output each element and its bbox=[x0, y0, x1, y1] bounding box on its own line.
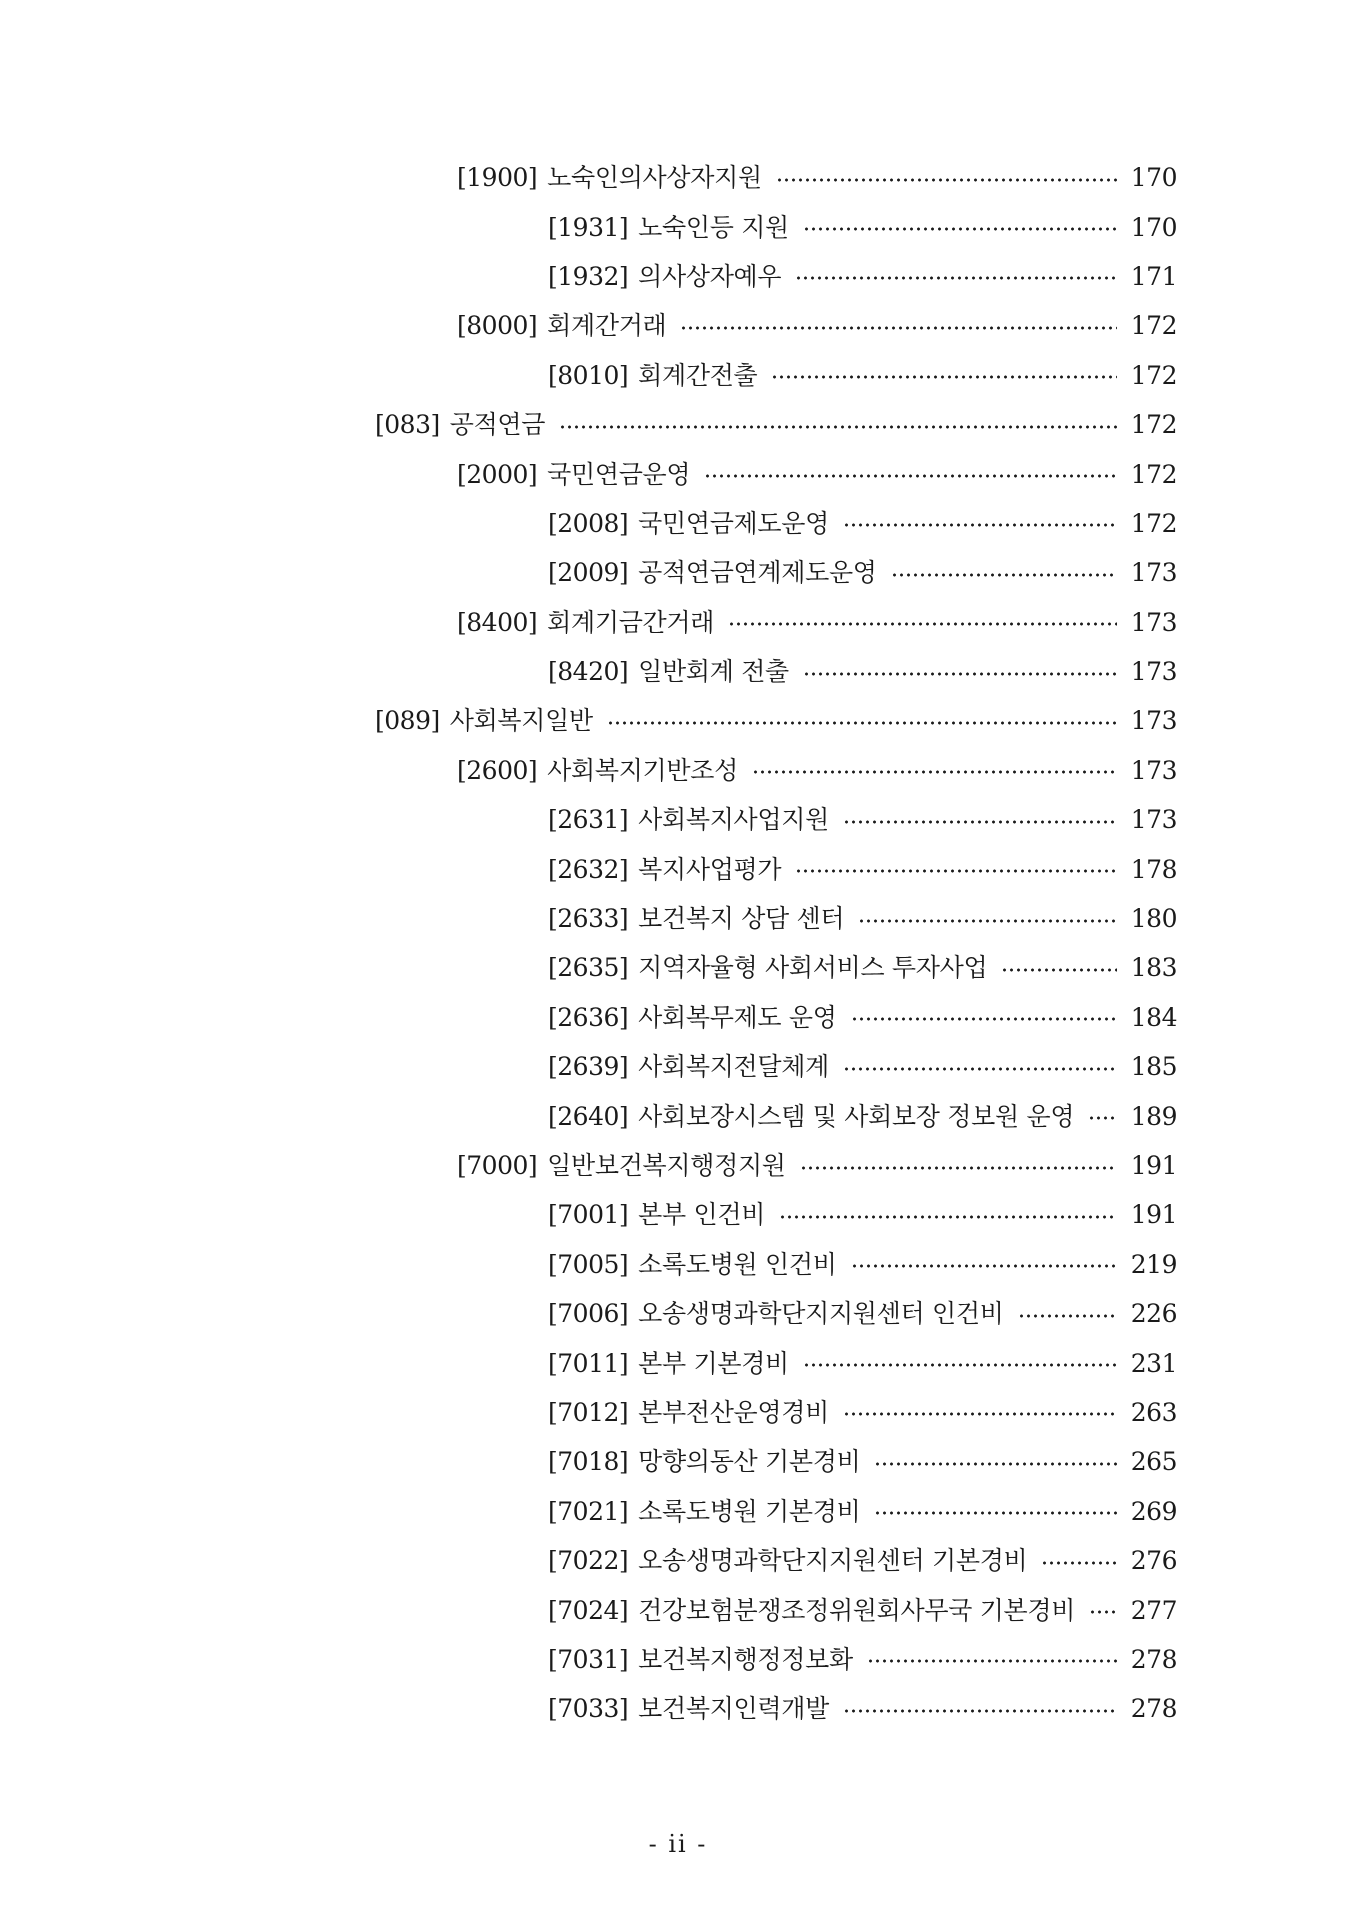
dot-leader bbox=[680, 326, 1117, 330]
toc-entry-title: 건강보험분쟁조정위원회사무국 기본경비 bbox=[638, 1595, 1076, 1625]
toc-entry-page: 173 bbox=[1130, 558, 1177, 588]
toc-entry-code: [2636] bbox=[548, 1002, 629, 1032]
toc-entry-code: [089] bbox=[375, 706, 440, 736]
toc-entry-page: 263 bbox=[1130, 1397, 1177, 1427]
toc-entry-text bbox=[548, 558, 877, 588]
toc-entry-text bbox=[548, 1644, 853, 1674]
toc-entry-text bbox=[548, 1200, 766, 1230]
dot-leader bbox=[851, 1017, 1117, 1021]
toc-entry-code: [8400] bbox=[457, 607, 538, 637]
toc-entry-page: 173 bbox=[1130, 805, 1177, 835]
dot-leader bbox=[843, 1412, 1117, 1416]
dot-leader bbox=[867, 1659, 1117, 1663]
toc-entry-title: 보건복지 상담 센터 bbox=[638, 904, 845, 934]
toc-entry[interactable] bbox=[0, 1190, 1356, 1239]
toc-entry-title: 공적연금 bbox=[449, 410, 546, 440]
toc-entry-title: 망향의동산 기본경비 bbox=[638, 1447, 861, 1477]
toc-entry-text bbox=[457, 607, 715, 637]
toc-entry-text bbox=[548, 360, 758, 390]
toc-entry-page: 226 bbox=[1130, 1299, 1177, 1329]
toc-entry-title: 국민연금운영 bbox=[547, 459, 691, 489]
toc-entry-code: [7000] bbox=[457, 1151, 538, 1180]
toc-entry-code: [7005] bbox=[548, 1249, 629, 1279]
toc-entry-code: [7031] bbox=[548, 1644, 629, 1674]
toc-entry-code: [2631] bbox=[548, 805, 629, 835]
toc-entry[interactable] bbox=[0, 696, 1356, 745]
page-number: - ii - bbox=[648, 1830, 708, 1858]
toc-entry-title: 사회복지사업지원 bbox=[638, 805, 829, 835]
toc-entry-text bbox=[548, 1052, 829, 1082]
toc-entry[interactable] bbox=[0, 1388, 1356, 1437]
dot-leader bbox=[800, 1166, 1117, 1170]
toc-entry-code: [2632] bbox=[548, 854, 629, 884]
toc-entry-code: [7006] bbox=[548, 1299, 629, 1329]
toc-entry-title: 본부 인건비 bbox=[638, 1200, 766, 1230]
toc-entry-title: 본부 기본경비 bbox=[638, 1348, 789, 1378]
toc-entry-title: 사회복무제도 운영 bbox=[638, 1002, 837, 1032]
toc-entry[interactable] bbox=[0, 449, 1356, 498]
toc-entry-code: [8420] bbox=[548, 657, 629, 687]
dot-leader bbox=[803, 227, 1117, 231]
dot-leader bbox=[771, 375, 1117, 379]
toc-entry-title: 일반보건복지행정지원 bbox=[547, 1151, 786, 1180]
toc-entry-page: 276 bbox=[1130, 1546, 1177, 1576]
toc-entry-code: [7001] bbox=[548, 1200, 629, 1230]
toc-entry[interactable] bbox=[0, 943, 1356, 992]
toc-entry-text bbox=[548, 508, 829, 538]
toc-entry[interactable] bbox=[0, 1684, 1356, 1733]
toc-entry[interactable] bbox=[0, 1141, 1356, 1190]
toc-entry-code: [2633] bbox=[548, 904, 629, 934]
toc-entry-text bbox=[457, 459, 691, 489]
dot-leader bbox=[607, 721, 1117, 725]
toc-entry-title: 사회복지기반조성 bbox=[547, 755, 738, 785]
toc-entry-title: 국민연금제도운영 bbox=[638, 508, 829, 538]
toc-entry-text bbox=[548, 1447, 861, 1477]
toc-entry-text bbox=[548, 1348, 789, 1378]
toc-entry-title: 지역자율형 사회서비스 투자사업 bbox=[638, 953, 988, 983]
toc-entry[interactable] bbox=[0, 1240, 1356, 1289]
toc-entry-text bbox=[548, 1546, 1028, 1576]
toc-entry-text bbox=[548, 1002, 837, 1032]
toc-entry[interactable] bbox=[0, 1289, 1356, 1338]
toc-entry-title: 노숙인등 지원 bbox=[638, 212, 789, 242]
dot-leader bbox=[843, 820, 1117, 824]
toc-entry-title: 회계기금간거래 bbox=[547, 607, 715, 637]
dot-leader bbox=[803, 672, 1117, 676]
toc-entry-title: 복지사업평가 bbox=[638, 854, 782, 884]
toc-entry-page: 173 bbox=[1130, 706, 1177, 736]
toc-entry-code: [2000] bbox=[457, 459, 538, 489]
toc-entry-text bbox=[548, 1101, 1075, 1131]
toc-entry-code: [2639] bbox=[548, 1052, 629, 1082]
toc-entry-title: 오송생명과학단지지원센터 인건비 bbox=[638, 1299, 1004, 1329]
toc-entry-code: [2009] bbox=[548, 558, 629, 588]
toc-entry-text bbox=[375, 706, 593, 736]
toc-entry-page: 183 bbox=[1130, 953, 1177, 983]
toc-entry-text bbox=[548, 212, 789, 242]
dot-leader bbox=[1041, 1561, 1117, 1565]
toc-entry-text bbox=[457, 311, 667, 341]
toc-entry[interactable] bbox=[0, 894, 1356, 943]
toc-entry-page: 191 bbox=[1130, 1151, 1177, 1180]
toc-entry-text bbox=[548, 953, 988, 983]
dot-leader bbox=[843, 523, 1117, 527]
toc-entry-title: 공적연금연계제도운영 bbox=[638, 558, 877, 588]
toc-entry-text bbox=[548, 261, 782, 291]
toc-entry[interactable] bbox=[0, 252, 1356, 301]
toc-entry-code: [1900] bbox=[457, 163, 538, 193]
dot-leader bbox=[1088, 1116, 1117, 1120]
toc-entry-page: 180 bbox=[1130, 904, 1177, 934]
toc-entry-text bbox=[457, 1153, 786, 1178]
toc-entry-title: 보건복지행정정보화 bbox=[638, 1644, 853, 1674]
toc-entry[interactable] bbox=[0, 598, 1356, 647]
toc-entry[interactable] bbox=[0, 301, 1356, 350]
toc-entry-page: 231 bbox=[1130, 1348, 1177, 1378]
toc-entry-text bbox=[375, 410, 546, 440]
dot-leader bbox=[795, 869, 1117, 873]
table-of-contents bbox=[0, 153, 1356, 1734]
toc-entry[interactable] bbox=[0, 499, 1356, 548]
toc-entry-code: [7021] bbox=[548, 1496, 629, 1526]
dot-leader bbox=[858, 919, 1117, 923]
toc-entry-text bbox=[548, 1397, 829, 1427]
toc-entry-page: 265 bbox=[1130, 1447, 1177, 1477]
dot-leader bbox=[803, 1363, 1117, 1367]
toc-entry-title: 의사상자예우 bbox=[638, 261, 782, 291]
toc-entry-page: 277 bbox=[1130, 1595, 1177, 1625]
toc-entry[interactable] bbox=[0, 548, 1356, 597]
toc-entry-text bbox=[457, 163, 762, 193]
toc-entry-page: 278 bbox=[1130, 1644, 1177, 1674]
toc-entry-text bbox=[548, 805, 829, 835]
dot-leader bbox=[779, 1215, 1117, 1219]
toc-entry-page: 189 bbox=[1130, 1101, 1177, 1131]
toc-entry-code: [2600] bbox=[457, 755, 538, 785]
toc-entry-page: 178 bbox=[1130, 854, 1177, 884]
toc-entry[interactable] bbox=[0, 795, 1356, 844]
toc-entry[interactable] bbox=[0, 202, 1356, 251]
dot-leader bbox=[1018, 1314, 1117, 1318]
toc-entry-code: [2635] bbox=[548, 953, 629, 983]
toc-entry-page: 278 bbox=[1130, 1694, 1177, 1724]
toc-entry-title: 회계간전출 bbox=[638, 360, 758, 390]
toc-entry-text bbox=[548, 1299, 1004, 1329]
toc-entry-code: [2008] bbox=[548, 508, 629, 538]
toc-entry-text bbox=[548, 1595, 1076, 1625]
toc-entry[interactable] bbox=[0, 1635, 1356, 1684]
toc-entry-page: 219 bbox=[1130, 1249, 1177, 1279]
toc-entry[interactable] bbox=[0, 1536, 1356, 1585]
toc-entry-code: [7018] bbox=[548, 1447, 629, 1477]
toc-entry[interactable] bbox=[0, 647, 1356, 696]
toc-entry-page: 191 bbox=[1130, 1200, 1177, 1230]
toc-entry-code: [1931] bbox=[548, 212, 629, 242]
toc-entry-page: 172 bbox=[1130, 410, 1177, 440]
toc-entry-page: 173 bbox=[1130, 657, 1177, 687]
toc-entry[interactable] bbox=[0, 1487, 1356, 1536]
toc-entry-code: [7011] bbox=[548, 1348, 629, 1378]
toc-entry-title: 노숙인의사상자지원 bbox=[547, 163, 762, 193]
toc-entry-title: 사회보장시스템 및 사회보장 정보원 운영 bbox=[638, 1101, 1075, 1131]
dot-leader bbox=[851, 1264, 1117, 1268]
toc-entry-code: [8000] bbox=[457, 311, 538, 341]
toc-entry-code: [7024] bbox=[548, 1595, 629, 1625]
dot-leader bbox=[728, 622, 1117, 626]
dot-leader bbox=[1001, 968, 1117, 972]
dot-leader bbox=[704, 474, 1117, 478]
toc-entry[interactable] bbox=[0, 844, 1356, 893]
toc-entry-code: [8010] bbox=[548, 360, 629, 390]
toc-entry-page: 172 bbox=[1130, 508, 1177, 538]
dot-leader bbox=[874, 1462, 1117, 1466]
dot-leader bbox=[795, 276, 1117, 280]
toc-entry[interactable] bbox=[0, 153, 1356, 202]
toc-entry-text bbox=[548, 1496, 861, 1526]
toc-entry[interactable] bbox=[0, 1338, 1356, 1387]
toc-entry-page: 269 bbox=[1130, 1496, 1177, 1526]
toc-entry-page: 184 bbox=[1130, 1002, 1177, 1032]
toc-entry-code: [7033] bbox=[548, 1694, 629, 1724]
toc-entry[interactable] bbox=[0, 1437, 1356, 1486]
toc-entry-title: 본부전산운영경비 bbox=[638, 1397, 829, 1427]
toc-entry[interactable] bbox=[0, 351, 1356, 400]
toc-entry[interactable] bbox=[0, 1091, 1356, 1140]
dot-leader bbox=[843, 1067, 1117, 1071]
toc-entry-title: 소록도병원 인건비 bbox=[638, 1249, 837, 1279]
toc-entry-code: [1932] bbox=[548, 261, 629, 291]
toc-entry-code: [7012] bbox=[548, 1397, 629, 1427]
toc-entry-code: [7022] bbox=[548, 1546, 629, 1576]
dot-leader bbox=[559, 425, 1117, 429]
toc-entry-title: 보건복지인력개발 bbox=[638, 1694, 829, 1724]
toc-entry[interactable] bbox=[0, 400, 1356, 449]
toc-entry-title: 회계간거래 bbox=[547, 311, 667, 341]
dot-leader bbox=[776, 178, 1117, 182]
dot-leader bbox=[891, 573, 1117, 577]
dot-leader bbox=[752, 770, 1117, 774]
toc-entry-page: 172 bbox=[1130, 360, 1177, 390]
toc-entry-text bbox=[548, 904, 845, 934]
toc-entry-text bbox=[548, 1249, 837, 1279]
toc-entry[interactable] bbox=[0, 993, 1356, 1042]
toc-entry-title: 오송생명과학단지지원센터 기본경비 bbox=[638, 1546, 1028, 1576]
toc-entry-page: 173 bbox=[1130, 755, 1177, 785]
toc-entry-page: 170 bbox=[1130, 212, 1177, 242]
toc-entry-title: 소록도병원 기본경비 bbox=[638, 1496, 861, 1526]
toc-entry-text bbox=[548, 854, 782, 884]
toc-entry-text bbox=[457, 755, 738, 785]
toc-entry-page: 172 bbox=[1130, 311, 1177, 341]
toc-entry-page: 172 bbox=[1130, 459, 1177, 489]
dot-leader bbox=[874, 1511, 1117, 1515]
toc-entry-page: 173 bbox=[1130, 607, 1177, 637]
toc-entry-page: 185 bbox=[1130, 1052, 1177, 1082]
toc-entry-text bbox=[548, 657, 789, 687]
toc-entry-title: 사회복지전달체계 bbox=[638, 1052, 829, 1082]
toc-entry-page: 170 bbox=[1130, 163, 1177, 193]
toc-entry-text bbox=[548, 1694, 829, 1724]
toc-entry[interactable] bbox=[0, 746, 1356, 795]
toc-entry[interactable] bbox=[0, 1585, 1356, 1634]
toc-entry-page: 171 bbox=[1130, 261, 1177, 291]
toc-entry-code: [083] bbox=[375, 410, 440, 440]
dot-leader bbox=[1089, 1610, 1117, 1614]
toc-entry-code: [2640] bbox=[548, 1101, 629, 1131]
toc-entry-title: 사회복지일반 bbox=[449, 706, 593, 736]
dot-leader bbox=[843, 1709, 1117, 1713]
toc-entry-title: 일반회계 전출 bbox=[638, 657, 789, 687]
toc-entry[interactable] bbox=[0, 1042, 1356, 1091]
